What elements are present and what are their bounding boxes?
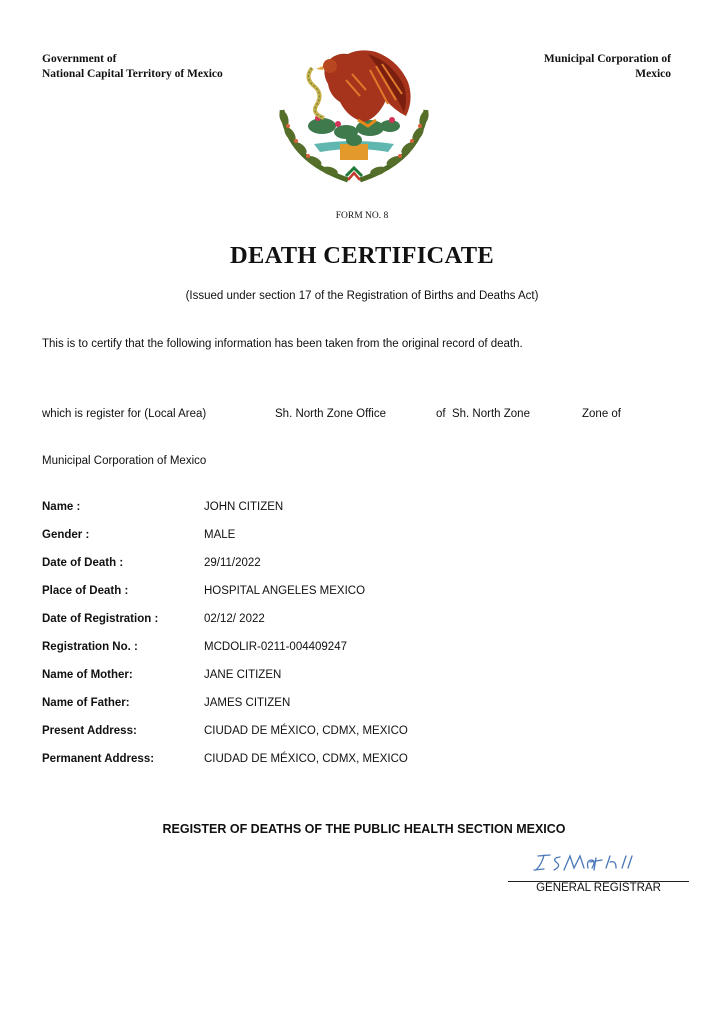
register-heading: REGISTER OF DEATHS OF THE PUBLIC HEALTH SECTION MEXICO (162, 822, 566, 836)
field-label: Name of Mother: (42, 669, 133, 681)
field-label: Name : (42, 501, 81, 513)
document-subtitle: (Issued under section 17 of the Registration of Births and Deaths Act) (185, 290, 539, 302)
field-value: JAMES CITIZEN (204, 697, 291, 709)
form-number: FORM NO. 8 (335, 211, 389, 221)
gov-line-1: Government of (42, 53, 117, 65)
local-area-zone-of: Zone of (582, 408, 621, 420)
field-label: Name of Father: (42, 697, 130, 709)
issuing-government (42, 52, 223, 81)
local-area-zone: of Sh. North Zone (436, 408, 530, 420)
field-value: CIUDAD DE MÉXICO, CDMX, MEXICO (204, 753, 408, 765)
field-label: Registration No. : (42, 641, 138, 653)
local-area-prefix: which is register for (Local Area) (42, 408, 207, 420)
mexico-coat-of-arms-icon (268, 40, 440, 190)
field-value: HOSPITAL ANGELES MEXICO (204, 585, 366, 597)
municipal-corporation (544, 52, 671, 81)
document-title: DEATH CERTIFICATE (229, 242, 495, 269)
field-value: MCDOLIR-0211-004409247 (204, 641, 347, 653)
field-label: Date of Death : (42, 557, 124, 569)
field-value: 02/12/ 2022 (204, 613, 265, 625)
corp-line-2: Mexico (635, 67, 671, 80)
field-value: JANE CITIZEN (204, 669, 282, 681)
local-area-office: Sh. North Zone Office (275, 408, 387, 420)
certification-statement: This is to certify that the following information has been taken from the original record of death. (42, 338, 523, 350)
local-area-municipal: Municipal Corporation of Mexico (42, 455, 207, 467)
field-value: 29/11/2022 (204, 557, 261, 569)
field-label: Present Address: (42, 725, 137, 737)
field-value: MALE (204, 529, 236, 541)
field-label: Gender : (42, 529, 90, 541)
gov-line-2: National Capital Territory of Mexico (42, 67, 223, 80)
signature-icon (530, 848, 640, 876)
field-label: Permanent Address: (42, 753, 155, 765)
corp-line-1: Municipal Corporation of (543, 53, 671, 65)
field-value: JOHN CITIZEN (204, 501, 284, 513)
field-label: Place of Death : (42, 585, 129, 597)
field-label: Date of Registration : (42, 613, 159, 625)
signatory-title: GENERAL REGISTRAR (536, 882, 661, 894)
field-value: CIUDAD DE MÉXICO, CDMX, MEXICO (204, 725, 408, 737)
